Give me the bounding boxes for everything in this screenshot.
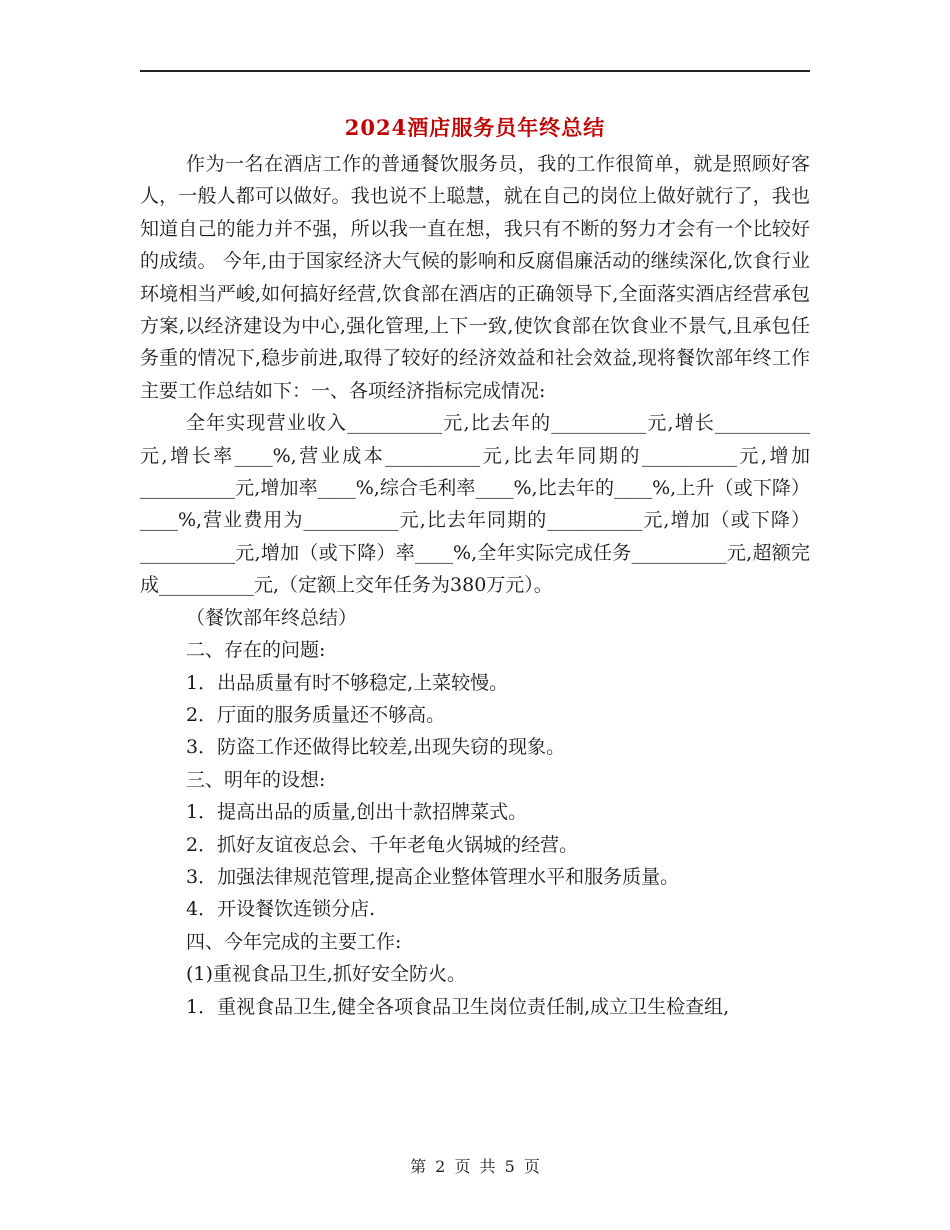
- list-item: 3．加强法律规范管理,提高企业整体管理水平和服务质量。: [186, 865, 680, 888]
- header-rule: [140, 70, 810, 72]
- list-item: 2．抓好友谊夜总会、千年老龟火锅城的经营。: [186, 833, 579, 856]
- paragraph-intro: 作为一名在酒店工作的普通餐饮服务员，我的工作很简单，就是照顾好客人，一般人都可以做好。我也说不上聪慧，就在自己的岗位上做好就行了，我也知道自己的能力并不强，所以我一直在想，我只有不断的努力才会有一个比较好的成绩。 今年,由于国家经济大气候的影响和反腐倡廉活动的继续深化,饮食行业环境相当严峻,如何搞好经营,饮食部在酒店的正确领导下,全面落实酒店经营承包方案,以经济建设为中心,强化管理,上下一致,使饮食部在饮食业不景气,且承包任务重的情况下,稳步前进,取得了较好的经济效益和社会效益,现将餐饮部年终工作主要工作总结如下：一、各项经济指标完成情况:: [140, 153, 810, 402]
- list-item: 2．厅面的服务质量还不够高。: [186, 703, 446, 726]
- text-line: （餐饮部年终总结）: [186, 606, 358, 629]
- page-footer: 第 2 页 共 5 页: [410, 1157, 540, 1176]
- document-body: [140, 148, 810, 1023]
- document-title: 2024酒店服务员年终总结: [344, 115, 606, 140]
- section-heading: 二、存在的问题:: [186, 639, 326, 662]
- list-item: 1．出品质量有时不够稳定,上菜较慢。: [186, 671, 509, 694]
- sub-heading: (1)重视食品卫生,抓好安全防火。: [186, 963, 466, 986]
- list-item: 3．防盗工作还做得比较差,出现失窃的现象。: [186, 736, 566, 759]
- list-item: 4．开设餐饮连锁分店.: [186, 898, 376, 921]
- section-heading: 四、今年完成的主要工作:: [186, 930, 402, 953]
- list-item: 1．重视食品卫生,健全各项食品卫生岗位责任制,成立卫生检查组,: [186, 995, 730, 1018]
- paragraph-indicators: 全年实现营业收入__________元,比去年的__________元,增长__________元,增长率____%,营业成本__________元,比去年同期的__________元,增加__________元,增加率____%,综合毛利率____%,比去年的____%,上升（或下降）____%,营业费用为__________元,比去年同期的__________元,增加（或下降）__________元,增加（或下降）率____%,全年实际完成任务__________元,超额完成__________元,（定额上交年任务为380万元）。: [140, 412, 810, 597]
- section-heading: 三、明年的设想:: [186, 768, 326, 791]
- list-item: 1．提高出品的质量,创出十款招牌菜式。: [186, 801, 528, 824]
